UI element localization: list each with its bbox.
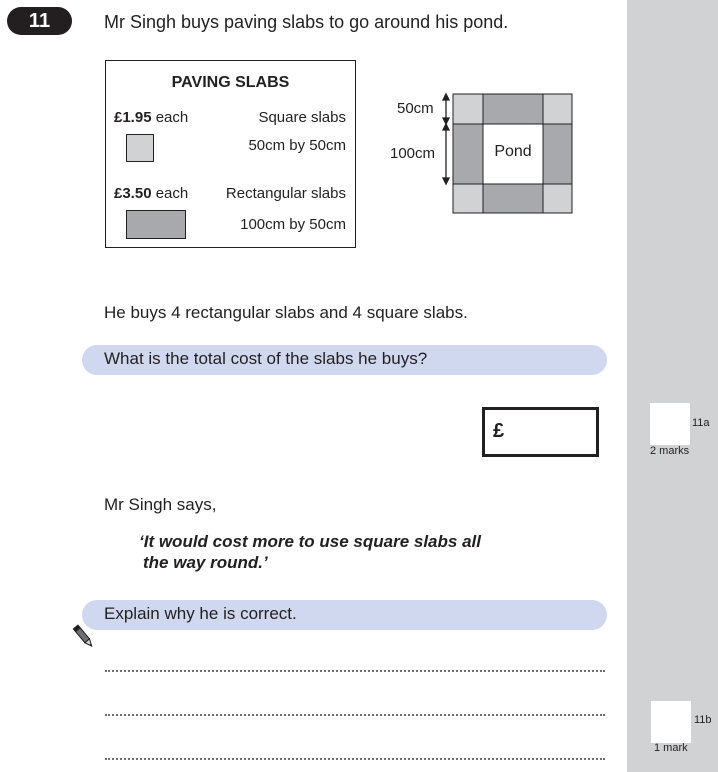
rect-price: £3.50 (114, 185, 152, 202)
question-a: What is the total cost of the slabs he buys? (104, 349, 428, 368)
quote-line-1: ‘It would cost more to use square slabs all (139, 532, 481, 551)
square-size: 50cm by 50cm (248, 137, 346, 154)
question-intro: Mr Singh buys paving slabs to go around his pond. (104, 12, 509, 32)
marking-margin (627, 0, 718, 772)
paving-slabs-title: PAVING SLABS (171, 74, 290, 91)
square-each: each (155, 109, 189, 126)
slab-rect-right (543, 124, 572, 184)
mark-code-11b: 11b (694, 714, 712, 726)
answer-line-1[interactable] (105, 670, 605, 672)
dim-label-50cm: 50cm (397, 100, 434, 117)
rect-size: 100cm by 50cm (240, 216, 346, 233)
dimension-arrows (443, 94, 449, 184)
pencil-icon (72, 622, 96, 652)
says-line: Mr Singh says, (104, 495, 217, 514)
question-b: Explain why he is correct. (104, 604, 297, 623)
answer-line-3[interactable] (105, 758, 605, 760)
mark-box-11a (650, 403, 690, 445)
dim-label-100cm: 100cm (390, 145, 436, 162)
square-price: £1.95 (114, 109, 152, 126)
mark-box-11b (651, 701, 691, 743)
slab-square-tl (453, 94, 483, 124)
purchase-statement: He buys 4 rectangular slabs and 4 square slabs. (104, 303, 468, 322)
slab-rect-top (483, 94, 543, 124)
square-name: Square slabs (258, 109, 346, 126)
rect-each: each (155, 185, 189, 202)
pond-label: Pond (494, 143, 532, 160)
currency-symbol: £ (493, 420, 505, 442)
rect-name: Rectangular slabs (225, 185, 346, 202)
marks-11b: 1 mark (654, 742, 688, 754)
slab-square-bl (453, 184, 483, 213)
answer-line-2[interactable] (105, 714, 605, 716)
mark-code-11a: 11a (692, 417, 710, 429)
slab-rect-bottom (483, 184, 543, 213)
slab-rect-left (453, 124, 483, 184)
slab-square-br (543, 184, 572, 213)
slab-square-tr (543, 94, 572, 124)
quote-line-2: the way round.’ (143, 553, 268, 572)
question-number: 11 (7, 7, 72, 35)
marks-11a: 2 marks (650, 445, 690, 457)
